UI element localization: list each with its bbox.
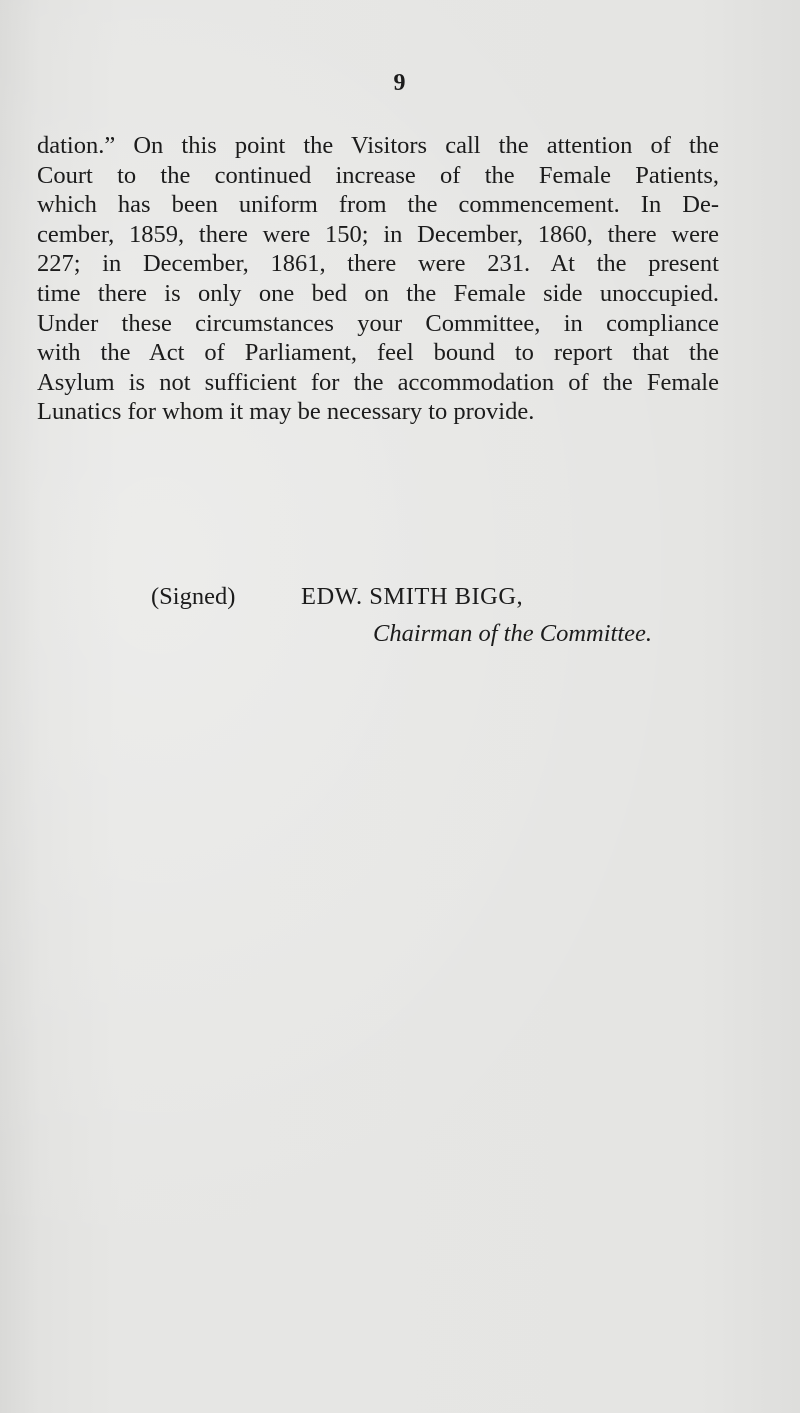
paragraph-line: Lunatics for whom it may be necessary to provide. [37,398,535,426]
paragraph-line: with the Act of Parliament, feel bound to report that the [37,339,719,367]
paragraph-line: which has been uniform from the commencement. In De- [37,191,719,219]
paragraph-line: Court to the continued increase of the Female Patients, [37,161,719,189]
signer-name: EDW. SMITH BIGG, [301,583,524,610]
paragraph-line: time there is only one bed on the Female side unoccupied. [37,279,719,307]
body-paragraph [37,131,719,427]
page-number: 9 [393,70,407,96]
paragraph-line: Asylum is not sufficient for the accommodation of the Female [37,368,719,396]
signed-label: (Signed) [151,583,236,610]
signature-block [151,583,523,611]
paragraph-line: dation.” On this point the Visitors call the attention of the [37,132,719,159]
signer-title: Chairman of the Committee. [373,620,653,647]
paragraph-line: cember, 1859, there were 150; in December, 1860, there were [37,220,719,248]
paragraph-line: 227; in December, 1861, there were 231. At the present [37,250,719,278]
paragraph-line: Under these circumstances your Committee, in compliance [37,309,719,337]
